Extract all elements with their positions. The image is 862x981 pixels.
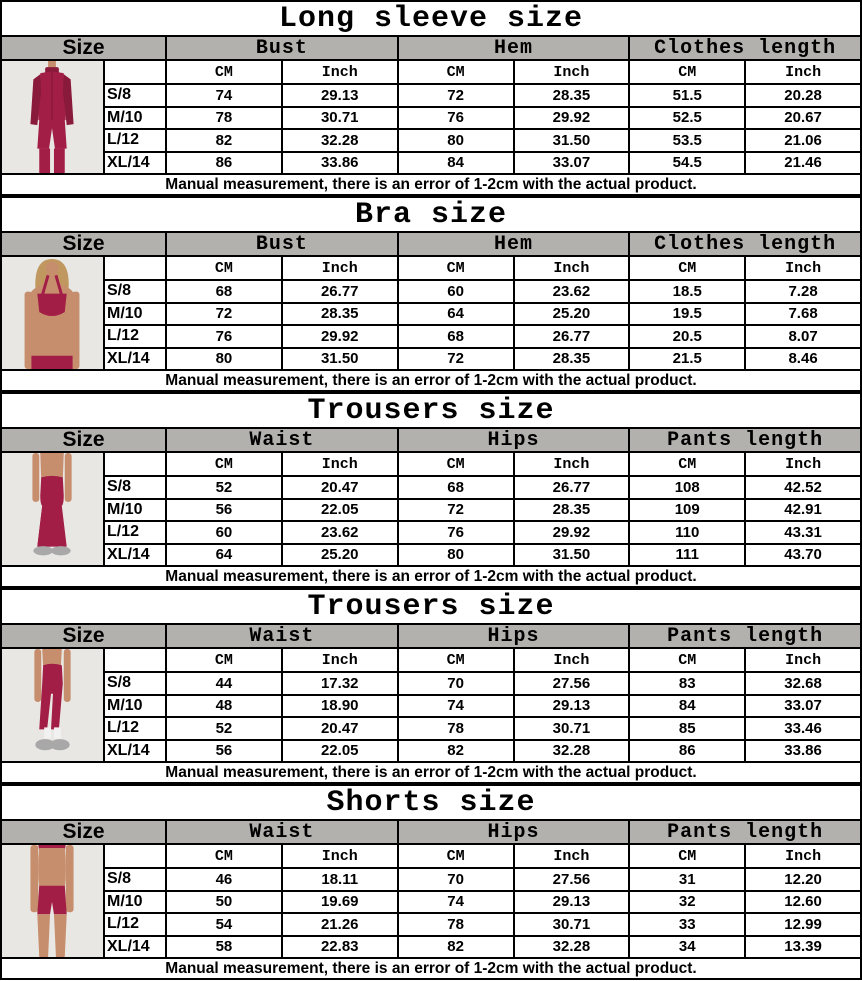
- size-value-cell: 33.86: [282, 152, 398, 175]
- size-value-cell: 52: [166, 476, 282, 499]
- size-value-cell: 86: [629, 740, 745, 763]
- size-value-cell: 22.05: [282, 740, 398, 763]
- size-value-cell: 78: [398, 717, 514, 740]
- size-value-cell: 54.5: [629, 152, 745, 175]
- size-value-cell: 20.47: [282, 717, 398, 740]
- unit-header-cm: CM: [166, 256, 282, 280]
- size-value-cell: 19.5: [629, 303, 745, 326]
- unit-header-cm: CM: [629, 256, 745, 280]
- column-header-3: Pants length: [629, 624, 861, 648]
- unit-header-cm: CM: [629, 60, 745, 84]
- size-row-label: XL/14: [104, 544, 166, 567]
- unit-header-cm: CM: [629, 452, 745, 476]
- model-photo-flare-trousers-illustration: [2, 453, 103, 565]
- size-value-cell: 80: [398, 129, 514, 152]
- column-header-2: Hips: [398, 624, 630, 648]
- size-value-cell: 78: [166, 107, 282, 130]
- unit-header-inch: Inch: [745, 256, 861, 280]
- size-row-label: S/8: [104, 84, 166, 107]
- empty-cell: [104, 648, 166, 672]
- size-value-cell: 32.28: [514, 740, 630, 763]
- size-value-cell: 33.07: [514, 152, 630, 175]
- model-photo-long-sleeve-illustration: [2, 61, 103, 173]
- column-header-2: Hem: [398, 36, 630, 60]
- size-value-cell: 86: [166, 152, 282, 175]
- size-value-cell: 70: [398, 868, 514, 891]
- section-title: Shorts size: [1, 785, 861, 820]
- empty-cell: [104, 60, 166, 84]
- column-header-1: Waist: [166, 624, 398, 648]
- size-value-cell: 31.50: [514, 129, 630, 152]
- size-row-label: S/8: [104, 868, 166, 891]
- empty-cell: [104, 256, 166, 280]
- size-value-cell: 7.28: [745, 280, 861, 303]
- measurement-note: Manual measurement, there is an error of 1-2cm with the actual product.: [1, 566, 861, 587]
- size-value-cell: 82: [166, 129, 282, 152]
- unit-header-inch: Inch: [745, 648, 861, 672]
- model-photo-leggings-illustration: [2, 649, 103, 761]
- column-header-3: Clothes length: [629, 36, 861, 60]
- size-value-cell: 26.77: [514, 476, 630, 499]
- size-value-cell: 110: [629, 521, 745, 544]
- column-header-1: Waist: [166, 820, 398, 844]
- size-value-cell: 28.35: [282, 303, 398, 326]
- section-title: Long sleeve size: [1, 1, 861, 36]
- column-header-1: Bust: [166, 232, 398, 256]
- size-value-cell: 56: [166, 499, 282, 522]
- empty-cell: [104, 452, 166, 476]
- size-row-label: S/8: [104, 476, 166, 499]
- size-value-cell: 78: [398, 913, 514, 936]
- size-value-cell: 72: [398, 348, 514, 371]
- unit-header-cm: CM: [398, 60, 514, 84]
- size-value-cell: 72: [398, 84, 514, 107]
- size-column-header: Size: [1, 820, 166, 844]
- size-value-cell: 70: [398, 672, 514, 695]
- size-row-label: L/12: [104, 325, 166, 348]
- size-column-header: Size: [1, 624, 166, 648]
- unit-header-inch: Inch: [514, 648, 630, 672]
- unit-header-cm: CM: [166, 648, 282, 672]
- column-header-2: Hem: [398, 232, 630, 256]
- unit-header-cm: CM: [629, 844, 745, 868]
- unit-header-cm: CM: [166, 844, 282, 868]
- unit-header-inch: Inch: [745, 844, 861, 868]
- measurement-note: Manual measurement, there is an error of 1-2cm with the actual product.: [1, 762, 861, 783]
- size-chart-section: [0, 0, 862, 196]
- size-value-cell: 74: [398, 695, 514, 718]
- model-photo-bra-illustration: [2, 257, 103, 369]
- size-value-cell: 30.71: [514, 717, 630, 740]
- size-value-cell: 20.5: [629, 325, 745, 348]
- size-row-label: XL/14: [104, 348, 166, 371]
- size-value-cell: 52: [166, 717, 282, 740]
- size-value-cell: 58: [166, 936, 282, 959]
- size-column-header: Size: [1, 232, 166, 256]
- size-value-cell: 76: [398, 521, 514, 544]
- size-value-cell: 30.71: [282, 107, 398, 130]
- size-value-cell: 12.99: [745, 913, 861, 936]
- size-value-cell: 51.5: [629, 84, 745, 107]
- size-value-cell: 46: [166, 868, 282, 891]
- size-value-cell: 109: [629, 499, 745, 522]
- size-value-cell: 108: [629, 476, 745, 499]
- size-value-cell: 29.92: [514, 107, 630, 130]
- size-row-label: L/12: [104, 717, 166, 740]
- measurement-note: Manual measurement, there is an error of 1-2cm with the actual product.: [1, 174, 861, 195]
- size-value-cell: 84: [629, 695, 745, 718]
- size-value-cell: 43.31: [745, 521, 861, 544]
- size-value-cell: 32: [629, 891, 745, 914]
- size-value-cell: 8.46: [745, 348, 861, 371]
- size-value-cell: 42.91: [745, 499, 861, 522]
- unit-header-cm: CM: [398, 844, 514, 868]
- size-value-cell: 22.05: [282, 499, 398, 522]
- size-value-cell: 18.5: [629, 280, 745, 303]
- size-value-cell: 68: [398, 325, 514, 348]
- size-value-cell: 32.28: [514, 936, 630, 959]
- size-value-cell: 12.60: [745, 891, 861, 914]
- size-value-cell: 48: [166, 695, 282, 718]
- size-value-cell: 43.70: [745, 544, 861, 567]
- size-value-cell: 29.13: [282, 84, 398, 107]
- size-value-cell: 52.5: [629, 107, 745, 130]
- size-value-cell: 30.71: [514, 913, 630, 936]
- size-row-label: L/12: [104, 913, 166, 936]
- size-value-cell: 83: [629, 672, 745, 695]
- size-chart-section: [0, 196, 862, 392]
- size-row-label: L/12: [104, 129, 166, 152]
- size-value-cell: 27.56: [514, 868, 630, 891]
- unit-header-inch: Inch: [282, 648, 398, 672]
- size-value-cell: 84: [398, 152, 514, 175]
- size-value-cell: 32.68: [745, 672, 861, 695]
- size-value-cell: 27.56: [514, 672, 630, 695]
- unit-header-cm: CM: [398, 256, 514, 280]
- size-value-cell: 31: [629, 868, 745, 891]
- size-value-cell: 29.92: [282, 325, 398, 348]
- unit-header-inch: Inch: [282, 844, 398, 868]
- size-value-cell: 64: [166, 544, 282, 567]
- unit-header-inch: Inch: [282, 452, 398, 476]
- unit-header-inch: Inch: [282, 60, 398, 84]
- size-value-cell: 74: [166, 84, 282, 107]
- size-value-cell: 60: [398, 280, 514, 303]
- product-photo: [1, 452, 104, 566]
- size-row-label: M/10: [104, 891, 166, 914]
- measurement-note: Manual measurement, there is an error of 1-2cm with the actual product.: [1, 370, 861, 391]
- section-title: Trousers size: [1, 393, 861, 428]
- unit-header-cm: CM: [398, 452, 514, 476]
- size-value-cell: 33.07: [745, 695, 861, 718]
- size-row-label: XL/14: [104, 740, 166, 763]
- size-value-cell: 111: [629, 544, 745, 567]
- size-value-cell: 82: [398, 936, 514, 959]
- column-header-3: Clothes length: [629, 232, 861, 256]
- unit-header-cm: CM: [629, 648, 745, 672]
- column-header-1: Waist: [166, 428, 398, 452]
- size-value-cell: 21.5: [629, 348, 745, 371]
- size-value-cell: 29.13: [514, 891, 630, 914]
- size-value-cell: 13.39: [745, 936, 861, 959]
- size-value-cell: 18.90: [282, 695, 398, 718]
- unit-header-cm: CM: [398, 648, 514, 672]
- size-value-cell: 44: [166, 672, 282, 695]
- column-header-2: Hips: [398, 820, 630, 844]
- size-value-cell: 72: [166, 303, 282, 326]
- size-value-cell: 26.77: [282, 280, 398, 303]
- size-value-cell: 23.62: [282, 521, 398, 544]
- size-value-cell: 21.26: [282, 913, 398, 936]
- size-value-cell: 29.92: [514, 521, 630, 544]
- size-value-cell: 18.11: [282, 868, 398, 891]
- product-photo: [1, 256, 104, 370]
- size-chart-section: [0, 784, 862, 980]
- size-row-label: M/10: [104, 303, 166, 326]
- size-value-cell: 23.62: [514, 280, 630, 303]
- empty-cell: [104, 844, 166, 868]
- column-header-3: Pants length: [629, 820, 861, 844]
- size-value-cell: 29.13: [514, 695, 630, 718]
- size-value-cell: 33: [629, 913, 745, 936]
- size-value-cell: 7.68: [745, 303, 861, 326]
- size-row-label: S/8: [104, 672, 166, 695]
- size-value-cell: 26.77: [514, 325, 630, 348]
- unit-header-cm: CM: [166, 60, 282, 84]
- size-value-cell: 21.46: [745, 152, 861, 175]
- size-value-cell: 22.83: [282, 936, 398, 959]
- size-value-cell: 17.32: [282, 672, 398, 695]
- size-value-cell: 20.28: [745, 84, 861, 107]
- size-value-cell: 25.20: [514, 303, 630, 326]
- measurement-note: Manual measurement, there is an error of 1-2cm with the actual product.: [1, 958, 861, 979]
- size-value-cell: 8.07: [745, 325, 861, 348]
- size-value-cell: 74: [398, 891, 514, 914]
- product-photo: [1, 648, 104, 762]
- size-value-cell: 21.06: [745, 129, 861, 152]
- section-title: Bra size: [1, 197, 861, 232]
- size-row-label: L/12: [104, 521, 166, 544]
- size-value-cell: 54: [166, 913, 282, 936]
- size-value-cell: 12.20: [745, 868, 861, 891]
- unit-header-inch: Inch: [282, 256, 398, 280]
- size-value-cell: 19.69: [282, 891, 398, 914]
- size-column-header: Size: [1, 36, 166, 60]
- size-value-cell: 68: [398, 476, 514, 499]
- size-value-cell: 28.35: [514, 348, 630, 371]
- size-value-cell: 28.35: [514, 84, 630, 107]
- size-value-cell: 20.47: [282, 476, 398, 499]
- section-title: Trousers size: [1, 589, 861, 624]
- size-row-label: XL/14: [104, 936, 166, 959]
- size-value-cell: 31.50: [282, 348, 398, 371]
- size-value-cell: 80: [398, 544, 514, 567]
- size-value-cell: 64: [398, 303, 514, 326]
- size-column-header: Size: [1, 428, 166, 452]
- column-header-3: Pants length: [629, 428, 861, 452]
- unit-header-inch: Inch: [745, 452, 861, 476]
- size-value-cell: 76: [398, 107, 514, 130]
- size-value-cell: 68: [166, 280, 282, 303]
- size-row-label: S/8: [104, 280, 166, 303]
- size-value-cell: 25.20: [282, 544, 398, 567]
- size-row-label: XL/14: [104, 152, 166, 175]
- size-value-cell: 32.28: [282, 129, 398, 152]
- size-value-cell: 33.86: [745, 740, 861, 763]
- size-value-cell: 20.67: [745, 107, 861, 130]
- size-value-cell: 50: [166, 891, 282, 914]
- size-value-cell: 53.5: [629, 129, 745, 152]
- unit-header-cm: CM: [166, 452, 282, 476]
- size-value-cell: 72: [398, 499, 514, 522]
- size-value-cell: 82: [398, 740, 514, 763]
- unit-header-inch: Inch: [514, 60, 630, 84]
- unit-header-inch: Inch: [514, 844, 630, 868]
- size-value-cell: 56: [166, 740, 282, 763]
- column-header-1: Bust: [166, 36, 398, 60]
- column-header-2: Hips: [398, 428, 630, 452]
- size-value-cell: 33.46: [745, 717, 861, 740]
- product-photo: [1, 844, 104, 958]
- unit-header-inch: Inch: [745, 60, 861, 84]
- size-value-cell: 85: [629, 717, 745, 740]
- size-value-cell: 42.52: [745, 476, 861, 499]
- model-photo-shorts-illustration: [2, 845, 103, 957]
- size-value-cell: 60: [166, 521, 282, 544]
- size-value-cell: 34: [629, 936, 745, 959]
- size-value-cell: 80: [166, 348, 282, 371]
- size-chart-section: [0, 588, 862, 784]
- size-value-cell: 28.35: [514, 499, 630, 522]
- size-row-label: M/10: [104, 499, 166, 522]
- size-row-label: M/10: [104, 107, 166, 130]
- unit-header-inch: Inch: [514, 452, 630, 476]
- size-row-label: M/10: [104, 695, 166, 718]
- size-value-cell: 76: [166, 325, 282, 348]
- product-photo: [1, 60, 104, 174]
- unit-header-inch: Inch: [514, 256, 630, 280]
- size-value-cell: 31.50: [514, 544, 630, 567]
- size-chart-section: [0, 392, 862, 588]
